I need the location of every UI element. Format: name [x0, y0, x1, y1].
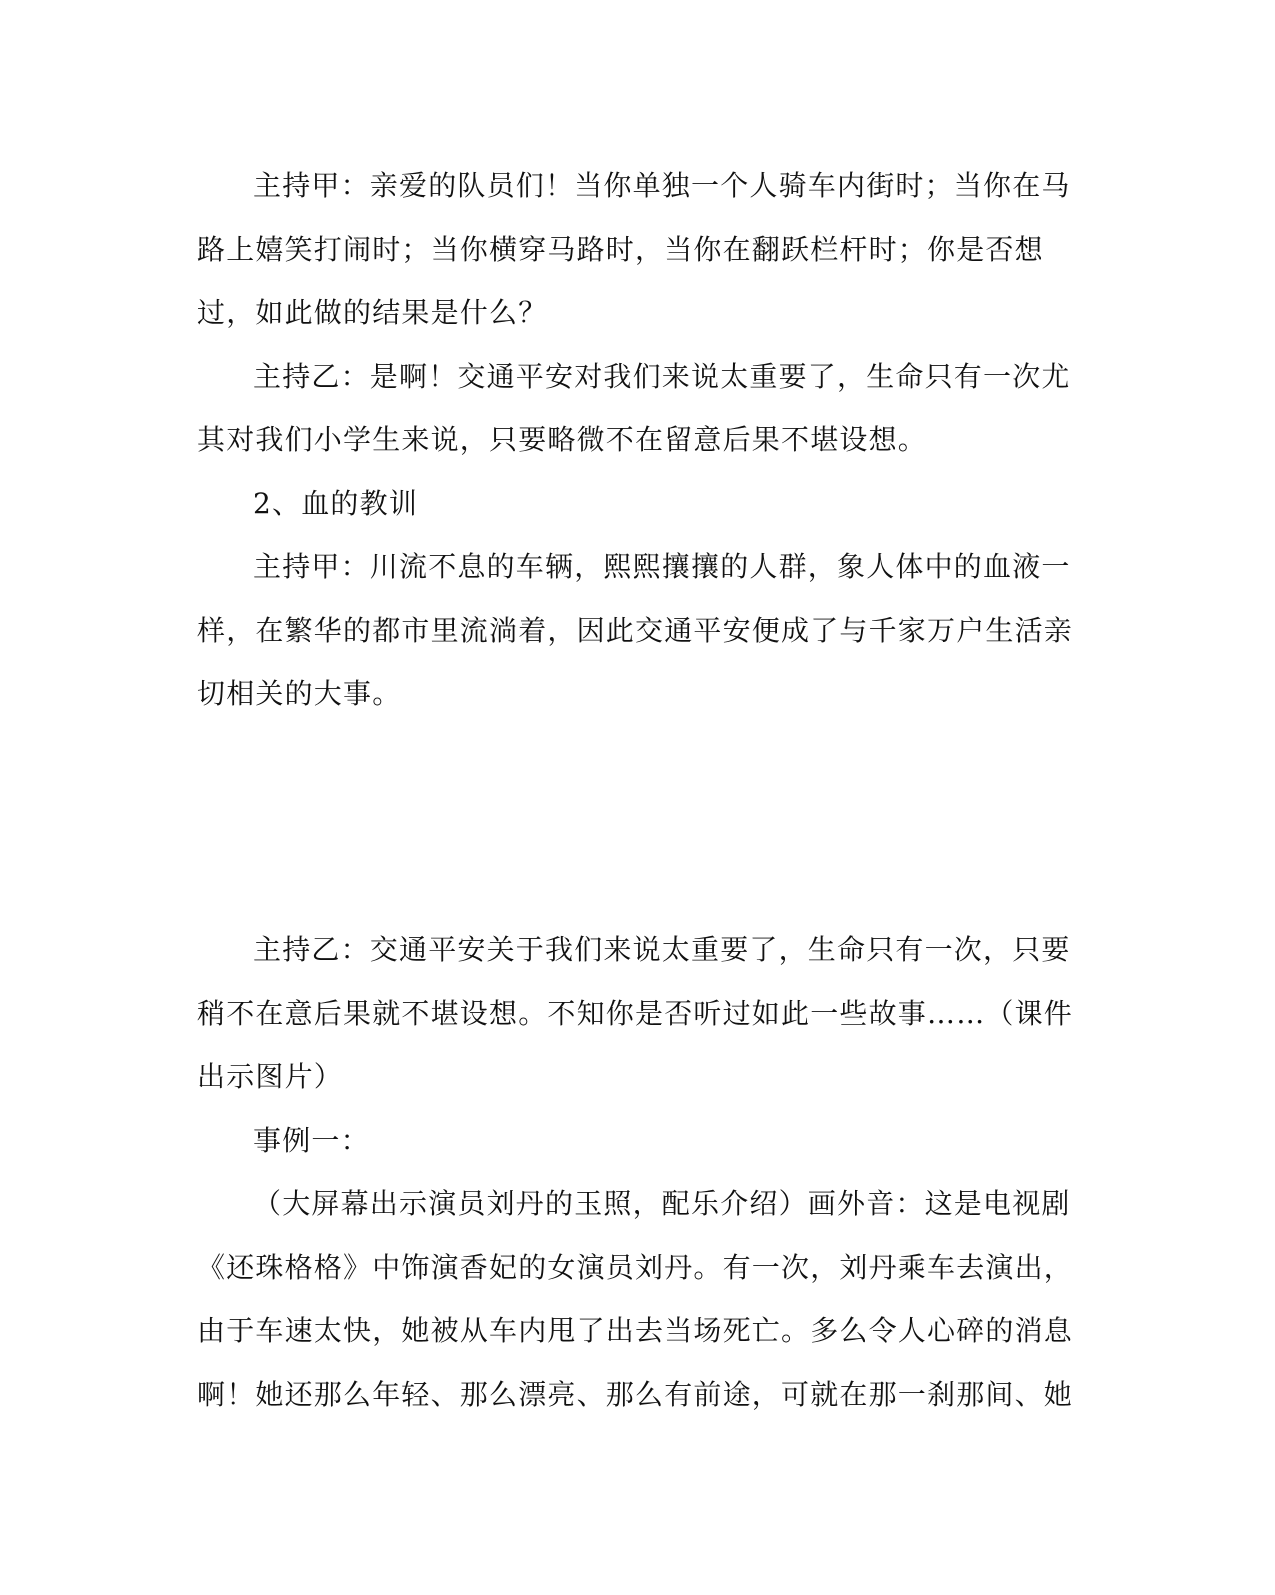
paragraph-example-one-story: （大屏幕出示演员刘丹的玉照，配乐介绍）画外音：这是电视剧《还珠格格》中饰演香妃的女演员刘丹。有一次，刘丹乘车去演出，由于车速太快，她被从车内甩了出去当场死亡。多么令人心碎的消息啊！她还那么年轻、那么漂亮、那么有前途，可就在那一刹那间、她 [197, 1187, 1074, 1411]
paragraph-host-a-traffic: 主持甲：川流不息的车辆，熙熙攘攘的人群，象人体中的血液一样，在繁华的都市里流淌着，因此交通平安便成了与千家万户生活亲切相关的大事。 [197, 550, 1074, 710]
paragraph-host-b-stories: 主持乙：交通平安关于我们来说太重要了，生命只有一次，只要稍不在意后果就不堪设想。不知你是否听过如此一些故事……（课件出示图片） [197, 933, 1074, 1093]
text-block-upper [197, 154, 1077, 726]
paragraph-host-b-reply: 主持乙：是啊！交通平安对我们来说太重要了，生命只有一次尤其对我们小学生来说，只要略微不在留意后果不堪设想。 [197, 359, 1071, 456]
paragraph-example-one-label: 事例一： [253, 1123, 370, 1157]
section-heading-blood-lesson: 2、血的教训 [253, 486, 419, 520]
paragraph-host-a-intro: 主持甲：亲爱的队员们！当你单独一个人骑车内街时；当你在马路上嬉笑打闹时；当你横穿马路时，当你在翻跃栏杆时；你是否想过，如此做的结果是什么？ [197, 169, 1071, 329]
text-block-lower [197, 918, 1077, 1426]
